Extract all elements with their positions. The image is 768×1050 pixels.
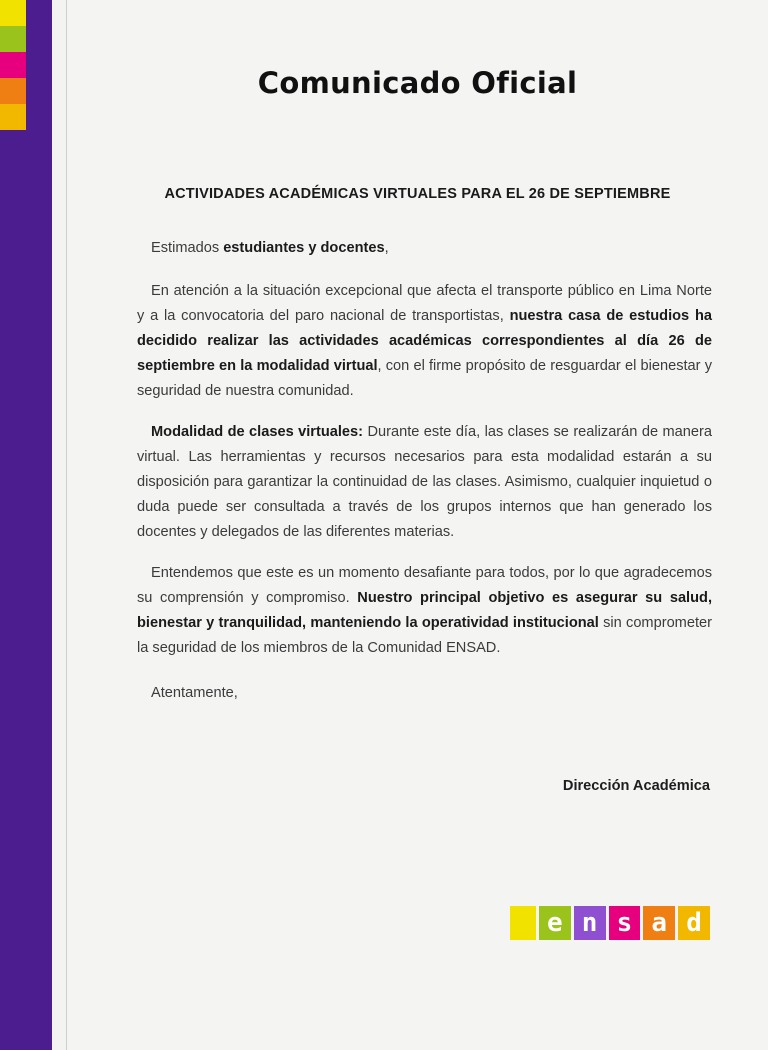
logo-letter-a — [643, 906, 675, 940]
page-title: Comunicado Oficial — [257, 66, 578, 100]
logo-letter-e — [539, 906, 571, 940]
logo-letter-n-glyph: n — [581, 908, 598, 938]
logo-letter-s — [609, 906, 641, 940]
closing-line: Atentamente, — [151, 685, 238, 701]
brand-swatch-stack — [0, 0, 26, 156]
logo-letter-d — [678, 906, 710, 940]
paragraph-3-bold-1: Nuestro principal objetivo es asegurar su salud, bienestar y tranquilidad, manteniendo la operatividad institucional — [137, 590, 712, 631]
brand-swatch-magenta — [0, 52, 26, 78]
brand-left-band — [0, 0, 52, 1050]
signature-block: Dirección Académica — [562, 778, 710, 794]
paragraph-1-bold-1: nuestra casa de estudios ha decidido realizar las actividades académicas correspondientes al día 26 de septiembre en la modalidad virtual — [137, 308, 712, 374]
paragraph-1-part-1: En atención a la situación excepcional que afecta el transporte público en Lima Norte y a la convocatoria del paro nacional de transportistas, — [137, 283, 712, 324]
paragraph-1 — [137, 279, 712, 404]
paragraph-1-part-2: , con el firme propósito de resguardar el bienestar y seguridad de nuestra comunidad. — [137, 358, 712, 399]
paragraph-3 — [137, 561, 712, 661]
paragraph-3-part-1: Entendemos que este es un momento desafiante para todos, por lo que agradecemos su comprensión y compromiso. — [137, 565, 712, 606]
logo-letter-d-glyph: d — [686, 908, 702, 938]
logo-letter-s-glyph: s — [616, 908, 633, 938]
greeting-punctuation: , — [384, 240, 389, 256]
brand-swatch-amber — [0, 104, 26, 130]
logo-letter-e-glyph: e — [546, 908, 563, 938]
paragraph-2-bold-1: Modalidad de clases virtuales: — [151, 424, 364, 440]
paragraph-3-part-2: sin comprometer la seguridad de los miembros de la Comunidad ENSAD. — [137, 615, 712, 656]
brand-swatch-yellow — [0, 0, 26, 26]
ensad-logo — [510, 903, 710, 943]
greeting-line — [137, 236, 712, 261]
greeting-text: Estimados — [151, 240, 224, 256]
logo-letter-a-glyph: a — [651, 908, 668, 938]
document-sheet — [67, 0, 768, 1050]
brand-swatch-green — [0, 26, 26, 52]
paragraph-2-part-1: Durante este día, las clases se realizarán de manera virtual. Las herramientas y recursos necesarios para esta modalidad estarán a su disposición para garantizar la continuidad de las clases. Asimismo, cualquier inquietud o duda puede ser consultada a través de los grupos internos que han generado los docentes y delegados de las diferentes materias. — [137, 424, 712, 540]
document-subtitle: ACTIVIDADES ACADÉMICAS VIRTUALES PARA EL 26 DE SEPTIEMBRE — [164, 186, 671, 202]
logo-square-yellow — [510, 906, 536, 940]
logo-letter-n — [574, 906, 606, 940]
paragraph-2 — [137, 420, 712, 545]
brand-swatch-orange — [0, 78, 26, 104]
greeting-emphasis: estudiantes y docentes — [223, 240, 385, 256]
document-body — [137, 236, 712, 722]
